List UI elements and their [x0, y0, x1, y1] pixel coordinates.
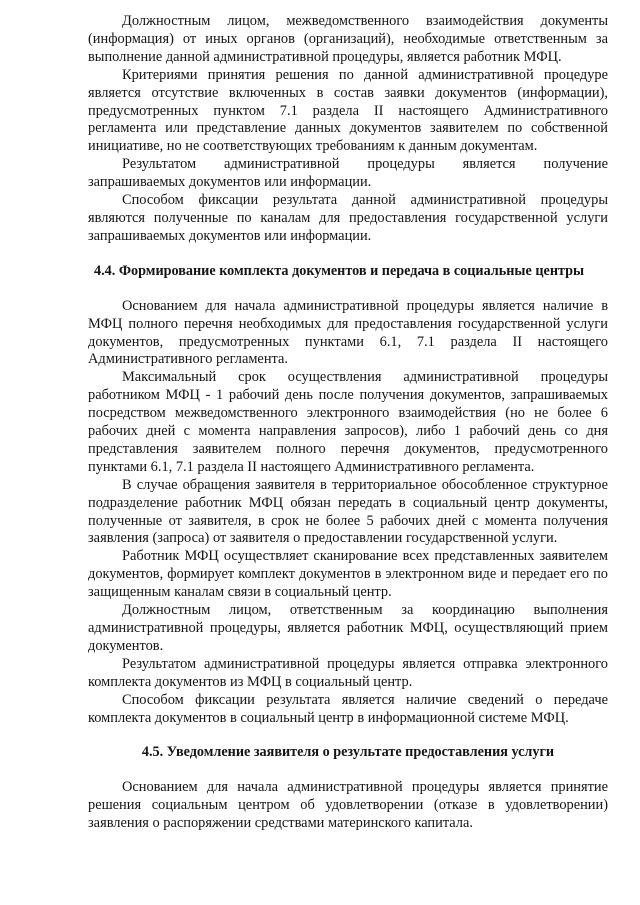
- paragraph: Максимальный срок осуществления административной процедуры работником МФЦ - 1 рабочий день после получения документов, запрашиваемых посредством межведомственного электронного взаимодействия (но не более 6 рабочих дней с момента направления запросов), либо 1 рабочий день со дня представления заявителем полного перечня документов, предусмотренного пунктами 6.1, 7.1 раздела II настоящего Административного регламента.: [88, 369, 608, 475]
- paragraph: Способом фиксации результата является наличие сведений о передаче комплекта документов в социальный центр в информационной системе МФЦ.: [88, 691, 608, 726]
- paragraph: Результатом административной процедуры является отправка электронного комплекта документов из МФЦ в социальный центр.: [88, 655, 608, 690]
- spacer: [88, 762, 608, 779]
- paragraph: В случае обращения заявителя в территориальное обособленное структурное подразделение работник МФЦ обязан передать в социальный центр документы, полученные от заявителя, в срок не более 5 рабочих дней с момента получения заявления (запроса) от заявителя о предоставлении государственной услуги.: [88, 476, 608, 547]
- paragraph: Работник МФЦ осуществляет сканирование всех представленных заявителем документов, формирует комплект документов в электронном виде и передает его по защищенным каналам связи в социальный центр.: [88, 548, 608, 601]
- document-body: [88, 13, 608, 833]
- paragraph: Должностным лицом, ответственным за координацию выполнения административной процедуры, является работник МФЦ, осуществляющий прием документов.: [88, 602, 608, 654]
- paragraph: Должностным лицом, межведомственного взаимодействия документы (информация) от иных органов (организаций), необходимые ответственным за выполнение данной административной процедуры, является работник МФЦ.: [88, 13, 608, 65]
- spacer: [88, 727, 608, 744]
- paragraph: Критериями принятия решения по данной административной процедуре является отсутствие включенных в состав заявки документов (информации), предусмотренных пунктом 7.1 раздела II настоящего Административного регламента или представление данных документов заявителем по собственной инициативе, но не соответствующих требованиям к данным документам.: [88, 66, 608, 155]
- spacer: [88, 246, 608, 263]
- paragraph: Основанием для начала административной процедуры является наличие в МФЦ полного перечня необходимых для предоставления государственной услуги документов, предусмотренных пунктами 6.1, 7.1 раздела II настоящего Административного регламента.: [88, 297, 608, 368]
- section-heading-4-5: 4.5. Уведомление заявителя о результате предоставления услуги: [141, 744, 555, 761]
- paragraph: Результатом административной процедуры является получение запрашиваемых документов или информации.: [88, 156, 608, 191]
- spacer: [88, 281, 608, 298]
- paragraph: Способом фиксации результата данной административной процедуры являются полученные по каналам для предоставления государственной услуги запрашиваемых документов или информации.: [88, 192, 608, 244]
- section-heading-4-4: 4.4. Формирование комплекта документов и передача в социальные центры: [94, 262, 585, 279]
- paragraph: Основанием для начала административной процедуры является принятие решения социальным центром об удовлетворении (отказе в удовлетворении) заявления о распоряжении средствами материнского капитала.: [88, 779, 608, 832]
